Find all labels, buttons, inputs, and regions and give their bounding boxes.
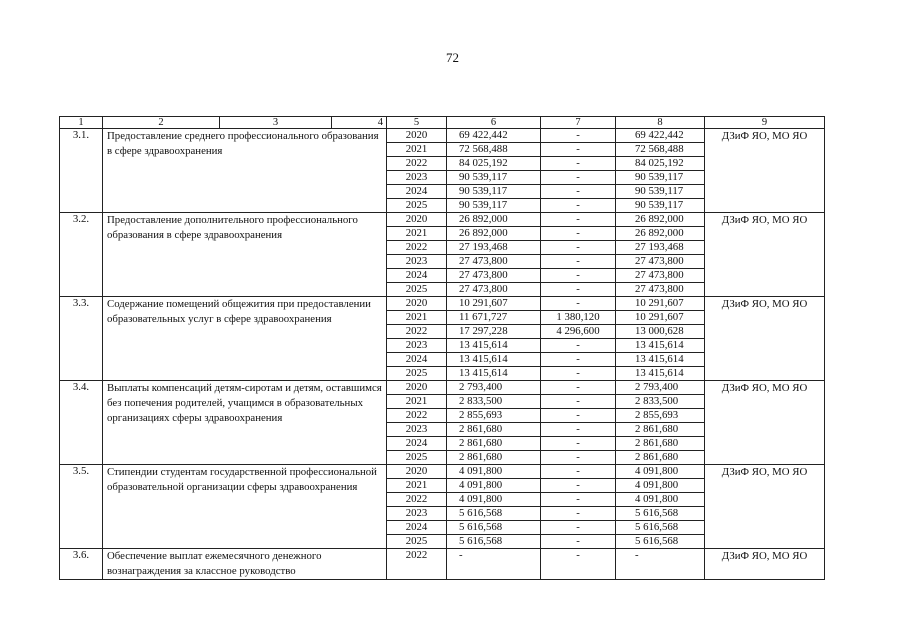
total-value: 13 415,614 xyxy=(447,339,541,353)
regional-value: 5 616,568 xyxy=(616,507,705,521)
activity-name: Предоставление дополнительного профессионального образования в сфере здравоохранения xyxy=(103,213,387,297)
federal-value: 1 380,120 xyxy=(541,311,616,325)
year: 2020 xyxy=(387,213,447,227)
federal-value: - xyxy=(541,535,616,549)
total-value: 90 539,117 xyxy=(447,199,541,213)
year: 2020 xyxy=(387,297,447,311)
regional-value: 13 415,614 xyxy=(616,367,705,381)
year: 2025 xyxy=(387,199,447,213)
federal-value: - xyxy=(541,269,616,283)
year: 2023 xyxy=(387,339,447,353)
regional-value: - xyxy=(616,549,705,580)
total-value: 27 473,800 xyxy=(447,255,541,269)
federal-value: - xyxy=(541,157,616,171)
total-value: 2 861,680 xyxy=(447,451,541,465)
total-value: 4 091,800 xyxy=(447,493,541,507)
total-value: 90 539,117 xyxy=(447,171,541,185)
federal-value: - xyxy=(541,227,616,241)
federal-value: - xyxy=(541,451,616,465)
total-value: 26 892,000 xyxy=(447,213,541,227)
row-number: 3.2. xyxy=(60,213,103,297)
total-value: 90 539,117 xyxy=(447,185,541,199)
regional-value: 4 091,800 xyxy=(616,493,705,507)
federal-value: - xyxy=(541,381,616,395)
total-value: 13 415,614 xyxy=(447,353,541,367)
year: 2021 xyxy=(387,311,447,325)
regional-value: 26 892,000 xyxy=(616,213,705,227)
total-value: 26 892,000 xyxy=(447,227,541,241)
header-cell: 4 xyxy=(332,117,387,129)
executor: ДЗиФ ЯО, МО ЯО xyxy=(705,549,825,580)
total-value: 17 297,228 xyxy=(447,325,541,339)
regional-value: 13 000,628 xyxy=(616,325,705,339)
regional-value: 27 473,800 xyxy=(616,255,705,269)
federal-value: 4 296,600 xyxy=(541,325,616,339)
total-value: 4 091,800 xyxy=(447,479,541,493)
year: 2022 xyxy=(387,241,447,255)
year: 2024 xyxy=(387,185,447,199)
year: 2023 xyxy=(387,255,447,269)
regional-value: 2 861,680 xyxy=(616,437,705,451)
regional-value: 2 861,680 xyxy=(616,423,705,437)
year: 2023 xyxy=(387,423,447,437)
table-row xyxy=(60,381,825,395)
total-value: 2 833,500 xyxy=(447,395,541,409)
regional-value: 69 422,442 xyxy=(616,129,705,143)
federal-value: - xyxy=(541,423,616,437)
executor: ДЗиФ ЯО, МО ЯО xyxy=(705,213,825,297)
year: 2022 xyxy=(387,549,447,580)
header-cell: 9 xyxy=(705,117,825,129)
regional-value: 2 833,500 xyxy=(616,395,705,409)
table-row xyxy=(60,129,825,143)
federal-value: - xyxy=(541,395,616,409)
year: 2024 xyxy=(387,353,447,367)
regional-value: 5 616,568 xyxy=(616,521,705,535)
federal-value: - xyxy=(541,129,616,143)
total-value: 72 568,488 xyxy=(447,143,541,157)
header-row xyxy=(60,117,825,129)
total-value: - xyxy=(447,549,541,580)
total-value: 27 473,800 xyxy=(447,269,541,283)
activity-name: Содержание помещений общежития при предоставлении образовательных услуг в сфере здравоохранения xyxy=(103,297,387,381)
year: 2025 xyxy=(387,283,447,297)
executor: ДЗиФ ЯО, МО ЯО xyxy=(705,297,825,381)
year: 2025 xyxy=(387,451,447,465)
year: 2024 xyxy=(387,521,447,535)
regional-value: 13 415,614 xyxy=(616,339,705,353)
regional-value: 27 473,800 xyxy=(616,283,705,297)
year: 2021 xyxy=(387,479,447,493)
federal-value: - xyxy=(541,367,616,381)
year: 2021 xyxy=(387,143,447,157)
regional-value: 4 091,800 xyxy=(616,465,705,479)
executor: ДЗиФ ЯО, МО ЯО xyxy=(705,381,825,465)
year: 2020 xyxy=(387,381,447,395)
regional-value: 13 415,614 xyxy=(616,353,705,367)
federal-value: - xyxy=(541,185,616,199)
federal-value: - xyxy=(541,353,616,367)
federal-value: - xyxy=(541,255,616,269)
year: 2022 xyxy=(387,409,447,423)
federal-value: - xyxy=(541,143,616,157)
year: 2021 xyxy=(387,395,447,409)
total-value: 13 415,614 xyxy=(447,367,541,381)
row-number: 3.1. xyxy=(60,129,103,213)
activity-name: Выплаты компенсаций детям-сиротам и детям, оставшимся без попечения родителей, учащимся в образовательных организациях сферы здравоохранения xyxy=(103,381,387,465)
federal-value: - xyxy=(541,493,616,507)
federal-value: - xyxy=(541,241,616,255)
row-number: 3.3. xyxy=(60,297,103,381)
executor: ДЗиФ ЯО, МО ЯО xyxy=(705,465,825,549)
header-cell: 2 xyxy=(103,117,220,129)
executor: ДЗиФ ЯО, МО ЯО xyxy=(705,129,825,213)
total-value: 2 855,693 xyxy=(447,409,541,423)
total-value: 2 861,680 xyxy=(447,423,541,437)
federal-value: - xyxy=(541,465,616,479)
regional-value: 10 291,607 xyxy=(616,297,705,311)
year: 2023 xyxy=(387,171,447,185)
federal-value: - xyxy=(541,171,616,185)
federal-value: - xyxy=(541,283,616,297)
header-cell: 6 xyxy=(447,117,541,129)
activity-name: Обеспечение выплат ежемесячного денежного вознаграждения за классное руководство xyxy=(103,549,387,580)
regional-value: 10 291,607 xyxy=(616,311,705,325)
year: 2020 xyxy=(387,129,447,143)
federal-value: - xyxy=(541,409,616,423)
year: 2024 xyxy=(387,437,447,451)
header-cell: 8 xyxy=(616,117,705,129)
total-value: 5 616,568 xyxy=(447,507,541,521)
budget-table xyxy=(59,116,825,580)
regional-value: 90 539,117 xyxy=(616,185,705,199)
table-row xyxy=(60,465,825,479)
total-value: 2 793,400 xyxy=(447,381,541,395)
table-row xyxy=(60,549,825,580)
regional-value: 72 568,488 xyxy=(616,143,705,157)
regional-value: 90 539,117 xyxy=(616,199,705,213)
row-number: 3.4. xyxy=(60,381,103,465)
year: 2022 xyxy=(387,493,447,507)
total-value: 2 861,680 xyxy=(447,437,541,451)
federal-value: - xyxy=(541,213,616,227)
total-value: 27 193,468 xyxy=(447,241,541,255)
year: 2025 xyxy=(387,367,447,381)
federal-value: - xyxy=(541,297,616,311)
page-number: 72 xyxy=(446,50,459,65)
regional-value: 4 091,800 xyxy=(616,479,705,493)
federal-value: - xyxy=(541,507,616,521)
total-value: 5 616,568 xyxy=(447,521,541,535)
regional-value: 2 861,680 xyxy=(616,451,705,465)
year: 2025 xyxy=(387,535,447,549)
total-value: 84 025,192 xyxy=(447,157,541,171)
regional-value: 90 539,117 xyxy=(616,171,705,185)
regional-value: 2 793,400 xyxy=(616,381,705,395)
federal-value: - xyxy=(541,521,616,535)
regional-value: 26 892,000 xyxy=(616,227,705,241)
year: 2022 xyxy=(387,325,447,339)
total-value: 4 091,800 xyxy=(447,465,541,479)
year: 2021 xyxy=(387,227,447,241)
regional-value: 27 193,468 xyxy=(616,241,705,255)
row-number: 3.5. xyxy=(60,465,103,549)
row-number: 3.6. xyxy=(60,549,103,580)
regional-value: 27 473,800 xyxy=(616,269,705,283)
total-value: 11 671,727 xyxy=(447,311,541,325)
federal-value: - xyxy=(541,339,616,353)
federal-value: - xyxy=(541,199,616,213)
header-cell: 1 xyxy=(60,117,103,129)
header-cell: 3 xyxy=(220,117,332,129)
activity-name: Предоставление среднего профессионального образования в сфере здравоохранения xyxy=(103,129,387,213)
total-value: 69 422,442 xyxy=(447,129,541,143)
header-cell: 7 xyxy=(541,117,616,129)
federal-value: - xyxy=(541,549,616,580)
total-value: 10 291,607 xyxy=(447,297,541,311)
year: 2024 xyxy=(387,269,447,283)
total-value: 27 473,800 xyxy=(447,283,541,297)
year: 2022 xyxy=(387,157,447,171)
regional-value: 5 616,568 xyxy=(616,535,705,549)
activity-name: Стипендии студентам государственной профессиональной образовательной организации сферы здравоохранения xyxy=(103,465,387,549)
regional-value: 2 855,693 xyxy=(616,409,705,423)
year: 2020 xyxy=(387,465,447,479)
header-cell: 5 xyxy=(387,117,447,129)
table-row xyxy=(60,213,825,227)
federal-value: - xyxy=(541,437,616,451)
year: 2023 xyxy=(387,507,447,521)
table-row xyxy=(60,297,825,311)
federal-value: - xyxy=(541,479,616,493)
regional-value: 84 025,192 xyxy=(616,157,705,171)
total-value: 5 616,568 xyxy=(447,535,541,549)
